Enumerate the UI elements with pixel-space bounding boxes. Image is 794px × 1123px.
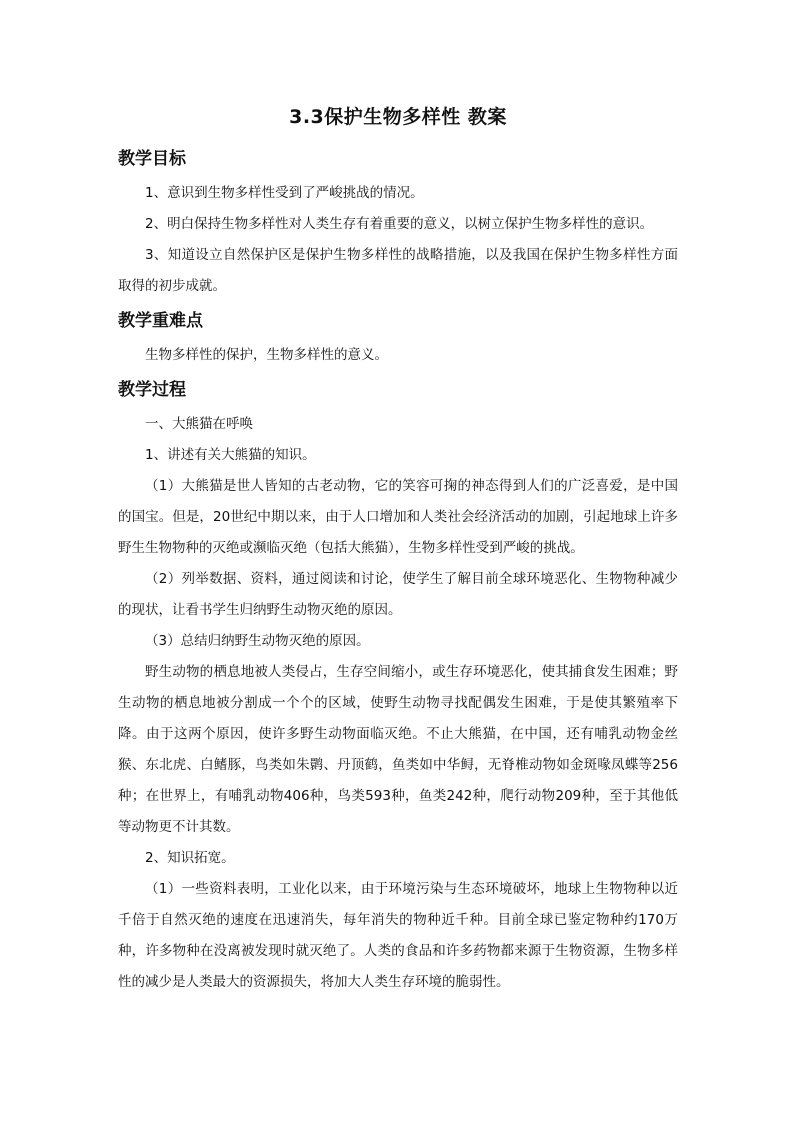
process-item-1: 1、讲述有关大熊猫的知识。: [145, 447, 316, 463]
process-paragraph: （2）列举数据、资料，通过阅读和讨论，使学生了解目前全球环境恶化、生物物种减少的现状，让看书学生归纳野生动物灭绝的原因。: [118, 571, 678, 618]
process-paragraph: （1）一些资料表明，工业化以来，由于环境污染与生态环境破坏，地球上生物物种以近千倍于自然灭绝的速度在迅速消失，每年消失的物种近千种。目前全球已鉴定物种约170万种，许多物种在没离被发现时就灭绝了。人类的食品和许多药物都来源于生物资源，生物多样性的减少是人类最大的资源损失，将加大人类生存环境的脆弱性。: [118, 881, 678, 990]
process-paragraph: （3）总结归纳野生动物灭绝的原因。: [145, 633, 370, 649]
goal-item-3: 3、知道设立自然保护区是保护生物多样性的战略措施，以及我国在保护生物多样性方面取得的初步成就。: [118, 247, 678, 294]
key-points-text: 生物多样性的保护，生物多样性的意义。: [145, 347, 388, 363]
process-item-2: 2、知识拓宽。: [145, 850, 235, 866]
section-heading-goals: 教学目标: [118, 149, 186, 169]
document-title: 3.3保护生物多样性 教案: [289, 106, 507, 128]
goal-item-2: 2、明白保持生物多样性对人类生存有着重要的意义，以树立保护生物多样性的意识。: [145, 216, 654, 232]
process-paragraph: （1）大熊猫是世人皆知的古老动物，它的笑容可掬的神态得到人们的广泛喜爱，是中国的国宝。但是，20世纪中期以来，由于人口增加和人类社会经济活动的加剧，引起地球上许多野生生物物种的灭绝或濒临灭绝（包括大熊猫），生物多样性受到严峻的挑战。: [118, 478, 678, 556]
process-paragraph: 野生动物的栖息地被人类侵占，生存空间缩小，或生存环境恶化，使其捕食发生困难；野生动物的栖息地被分割成一个个的区域，使野生动物寻找配偶发生困难，于是使其繁殖率下降。由于这两个原因，使许多野生动物面临灭绝。不止大熊猫，在中国，还有哺乳动物金丝猴、东北虎、白鳍豚，鸟类如朱鹮、丹顶鹤，鱼类如中华鲟，无脊椎动物如金斑喙凤蝶等256种；在世界上，有哺乳动物406种，鸟类593种，鱼类242种，爬行动物209种，至于其他低等动物更不计其数。: [118, 664, 678, 835]
section-heading-process: 教学过程: [118, 380, 186, 400]
goal-item-1: 1、意识到生物多样性受到了严峻挑战的情况。: [145, 185, 424, 201]
section-heading-key-points: 教学重难点: [118, 311, 203, 331]
process-subheading-1: 一、大熊猫在呼唤: [145, 416, 253, 432]
document-body: [118, 100, 678, 998]
